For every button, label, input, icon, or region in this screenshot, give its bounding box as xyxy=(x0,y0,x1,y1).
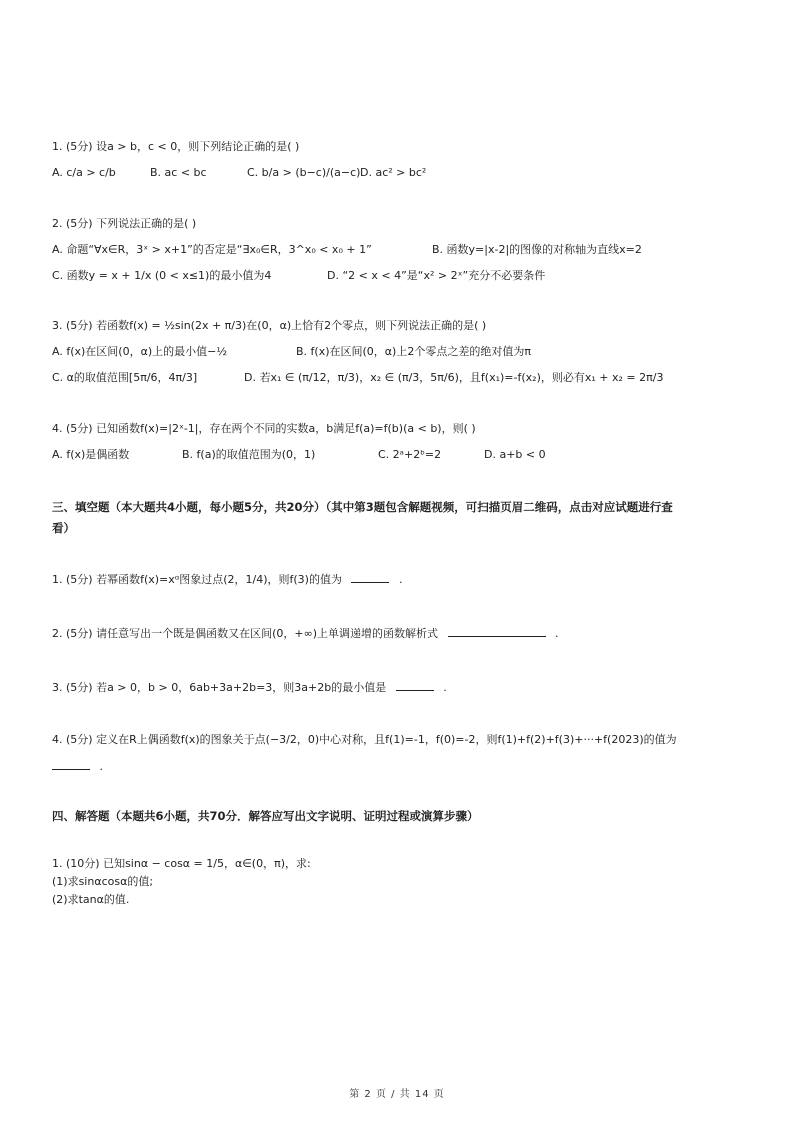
fill-question-1 xyxy=(52,572,752,587)
mc-question-3 xyxy=(52,319,752,385)
question-stem: 1. (10分) 已知sinα − cosα = 1/5，α∈(0，π)，求: xyxy=(52,857,311,870)
option-b: B. f(x)在区间(0，α)上2个零点之差的绝对值为π xyxy=(296,345,531,358)
section-heading-solve xyxy=(52,806,752,827)
solve-question-1 xyxy=(52,855,752,909)
option-c: C. 函数y = x + 1/x (0 < x≤1)的最小值为4 xyxy=(52,269,272,282)
option-b: B. f(a)的取值范围为(0，1) xyxy=(182,448,316,461)
question-stem: 2. (5分) 下列说法正确的是( ) xyxy=(52,217,197,230)
fill-question-4 xyxy=(52,733,752,774)
question-end: . xyxy=(398,573,403,586)
option-b: B. ac < bc xyxy=(150,166,207,179)
question-end: . xyxy=(99,760,103,773)
answer-blank[interactable] xyxy=(448,626,546,637)
option-a: A. c/a > c/b xyxy=(52,166,116,179)
fill-question-3 xyxy=(52,680,752,695)
answer-blank[interactable] xyxy=(52,759,90,770)
option-c: C. b/a > (b−c)/(a−c) xyxy=(247,166,361,179)
option-a: A. 命题“∀x∈R，3ˣ > x+1”的否定是“∃x₀∈R，3^x₀ < x₀ + 1” xyxy=(52,243,372,256)
question-stem: 4. (5分) 已知函数f(x)=|2ˣ-1|，存在两个不同的实数a，b满足f(a)=f(b)(a < b)，则( ) xyxy=(52,422,476,435)
section-heading-line: 四、解答题（本题共6小题，共70分．解答应写出文字说明、证明过程或演算步骤） xyxy=(52,809,479,823)
answer-blank[interactable] xyxy=(351,572,389,583)
question-part-2: (2)求tanα的值. xyxy=(52,893,130,906)
option-d: D. a+b < 0 xyxy=(484,448,546,461)
question-end: . xyxy=(555,627,559,640)
question-text: 3. (5分) 若a > 0，b > 0，6ab+3a+2b=3，则3a+2b的最小值是 xyxy=(52,681,387,694)
question-text: 1. (5分) 若幂函数f(x)=xᵅ图象过点(2，1/4)，则f(3)的值为 xyxy=(52,573,342,586)
option-a: A. f(x)是偶函数 xyxy=(52,448,130,461)
section-heading-line: 三、填空题（本大题共4小题，每小题5分，共20分）（其中第3题包含解题视频，可扫描页眉二维码，点击对应试题进行查 xyxy=(52,500,673,514)
section-heading-line: 看） xyxy=(52,521,75,535)
option-a: A. f(x)在区间(0，α)上的最小值−½ xyxy=(52,345,228,358)
question-stem: 1. (5分) 设a > b，c < 0，则下列结论正确的是( ) xyxy=(52,140,300,153)
option-b: B. 函数y=|x-2|的图像的对称轴为直线x=2 xyxy=(432,243,642,256)
option-c: C. α的取值范围[5π/6，4π/3] xyxy=(52,371,198,384)
page-number: 第 2 页 / 共 14 页 xyxy=(349,1089,445,1100)
mc-question-4 xyxy=(52,422,752,462)
answer-blank[interactable] xyxy=(396,680,434,691)
question-text: 2. (5分) 请任意写出一个既是偶函数又在区间(0，+∞)上单调递增的函数解析式 xyxy=(52,627,439,640)
option-d: D. ac² > bc² xyxy=(360,166,427,179)
mc-question-2 xyxy=(52,217,752,283)
question-part-1: (1)求sinαcosα的值; xyxy=(52,875,154,888)
option-d: D. 若x₁ ∈ (π/12，π/3)，x₂ ∈ (π/3，5π/6)，且f(x₁)=-f(x₂)，则必有x₁ + x₂ = 2π/3 xyxy=(244,371,664,384)
fill-question-2 xyxy=(52,626,752,641)
question-text: 4. (5分) 定义在R上偶函数f(x)的图象关于点(−3/2，0)中心对称，且f(1)=-1，f(0)=-2，则f(1)+f(2)+f(3)+···+f(2023)的值为 xyxy=(52,733,677,746)
question-end: . xyxy=(443,681,447,694)
option-c: C. 2ᵃ+2ᵇ=2 xyxy=(378,448,442,461)
mc-question-1 xyxy=(52,140,752,180)
option-d: D. “2 < x < 4”是“x² > 2ˣ”充分不必要条件 xyxy=(327,269,546,282)
question-stem: 3. (5分) 若函数f(x) = ½sin(2x + π/3)在(0，α)上恰有2个零点，则下列说法正确的是( ) xyxy=(52,319,487,332)
section-heading-fill-in xyxy=(52,497,752,539)
